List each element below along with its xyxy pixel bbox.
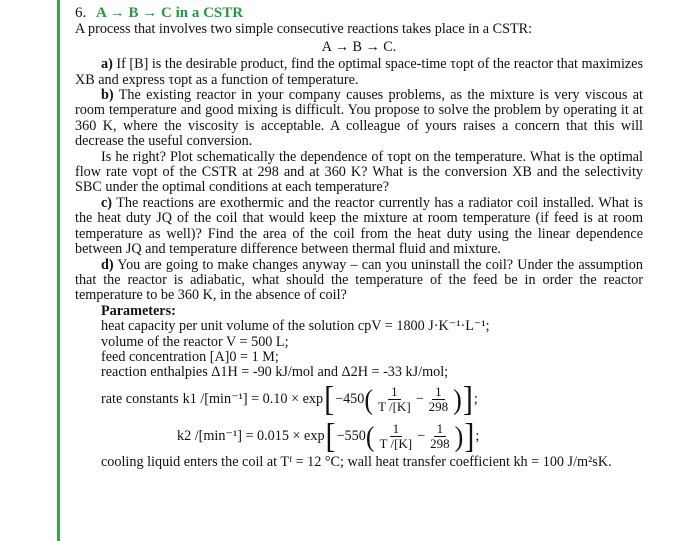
parameters-heading: Parameters: (101, 302, 176, 319)
k1-factor: −450 (335, 391, 365, 408)
k1-frac-b-den: 298 (428, 399, 449, 415)
param-cooling-liquid: cooling liquid enters the coil at Tᶠ = 12 °C; wall heat transfer coefficient kh = 100 J/m²sK. (101, 453, 612, 470)
k2-open-paren: ( (365, 420, 375, 453)
problem-content (75, 6, 643, 470)
problem-title (75, 6, 643, 21)
part-b-label: b) (101, 87, 114, 104)
k2-open-bracket: [ (325, 417, 336, 456)
param-volume: volume of the reactor V = 500 L; (101, 333, 289, 350)
k1-open-bracket: [ (324, 380, 335, 419)
k2-minus: − (417, 428, 426, 445)
part-c-label: c) (101, 194, 113, 211)
part-c (75, 196, 643, 258)
part-c-text: The reactions are exothermic and the reactor currently has a radiator coil installed. What is the heat duty JQ of the coil that would keep the mixture at room temperature (if feed is at room temperature as well)? Find the area of the coil from the heat duty using the linear dependence between JQ and temperature difference between thermal fluid and mixture. (75, 194, 643, 258)
part-d (75, 258, 643, 304)
part-b (75, 88, 643, 150)
rate-label: rate constants (101, 391, 179, 408)
problem-number: 6. (75, 5, 87, 21)
k1-lhs: k1 /[min⁻¹] = 0.10 × exp (182, 391, 324, 408)
left-accent-bar (57, 0, 60, 541)
k2-frac-a-den: T /[K] (379, 436, 413, 452)
parameters-section (75, 304, 643, 470)
problem-intro: A process that involves two simple consecutive reactions takes place in a CSTR: (75, 21, 533, 38)
k1-close-bracket: ] (462, 380, 473, 419)
rate-constant-k1 (101, 381, 643, 419)
k2-frac-a-num: 1 (390, 422, 403, 437)
param-heat-capacity: heat capacity per unit volume of the solution cpV = 1800 J·K⁻¹·L⁻¹; (101, 318, 490, 335)
problem-title-text: A → B → C in a CSTR (96, 5, 244, 21)
param-enthalpies: reaction enthalpies Δ1H = -90 kJ/mol and Δ2H = -33 kJ/mol; (101, 364, 449, 381)
k2-frac-b-den: 298 (430, 436, 450, 452)
k1-fraction-a (375, 385, 414, 414)
part-a-label: a) (101, 56, 113, 73)
k1-frac-b-num: 1 (432, 385, 445, 400)
part-a-text: If [B] is the desirable product, find the optimal space-time τopt of the reactor that maximizes XB and express τopt as a function of temperature. (75, 56, 644, 88)
k2-fraction-a (377, 422, 416, 451)
k1-close-paren: ) (453, 383, 462, 416)
param-feed: feed concentration [A]0 = 1 M; (101, 348, 279, 365)
k2-factor: −550 (336, 428, 366, 445)
k2-lhs: k2 /[min⁻¹] = 0.015 × exp (177, 428, 325, 445)
k1-open-paren: ( (364, 383, 374, 416)
k2-fraction-b (427, 422, 453, 451)
k2-close-paren: ) (454, 420, 464, 453)
reaction-scheme: A → B → C. (321, 38, 397, 55)
k1-frac-a-num: 1 (388, 385, 401, 400)
part-b-followup: Is he right? Plot schematically the dependence of τopt on the temperature. What is the optimal flow rate vopt of the CSTR at 298 and at 360 K? What is the conversion XB and the selectivity SBC under the optimal conditions at each temperature? (75, 148, 643, 196)
rate-constant-k2 (101, 419, 643, 455)
k2-close-bracket: ] (464, 417, 475, 456)
part-a (75, 57, 643, 88)
k2-semicolon: ; (475, 428, 480, 445)
part-d-text: You are going to make changes anyway – can you uninstall the coil? Under the assumption that the reactor is adiabatic, what should the temperature of the feed be in order the reactor temperature to be 360 K, in the absence of coil? (75, 256, 643, 304)
k1-semicolon: ; (473, 391, 478, 408)
part-d-label: d) (101, 256, 114, 273)
k1-frac-a-den: T /[K] (378, 399, 411, 415)
k2-frac-b-num: 1 (434, 422, 447, 437)
k1-fraction-b (426, 385, 452, 414)
k1-minus: − (415, 391, 424, 408)
part-b-text: The existing reactor in your company causes problems, as the mixture is very viscous at room temperature and good mixing is difficult. You propose to solve the problem by operating it at 360 K, where the viscosity is acceptable. A colleague of yours raises a concern that this will decrease the useful conversion. (75, 87, 643, 150)
